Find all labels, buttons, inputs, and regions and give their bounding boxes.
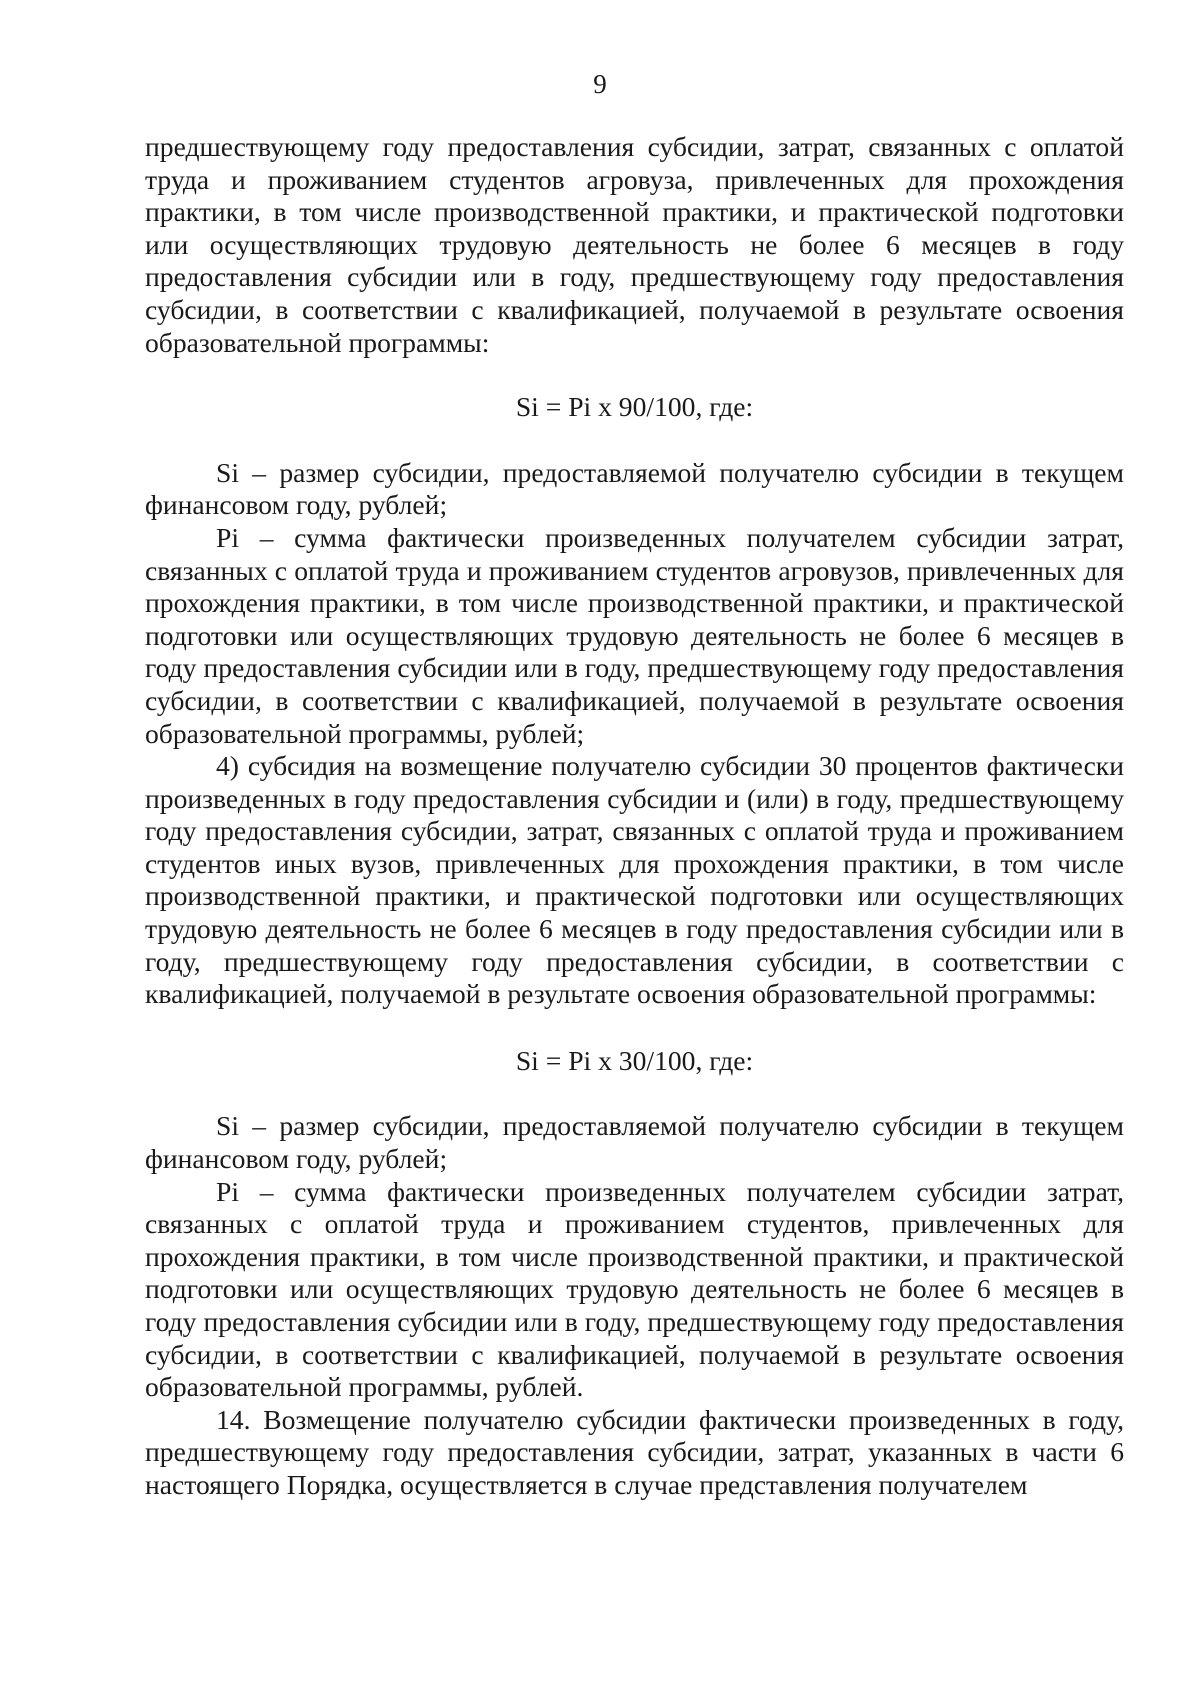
formula-30: Si = Pi x 30/100, где:: [515, 1044, 754, 1076]
definition-si-2: Si – размер субсидии, предоставляемой получателю субсидии в текущем финансовом году, рублей;: [145, 1110, 1124, 1175]
formula-90: Si = Pi x 90/100, где:: [515, 391, 754, 423]
definition-si-1: Si – размер субсидии, предоставляемой получателю субсидии в текущем финансовом году, рублей;: [145, 456, 1124, 521]
paragraph-continuation: предшествующему году предоставления субсидии, затрат, связанных с оплатой труда и проживанием студентов агровуза, привлеченных для прохождения практики, в том числе производственной практики, и практической подготовки или осуществляющих трудовую деятельность не более 6 месяцев в году предоставления субсидии или в году, предшествующему году предоставления субсидии, в соответствии с квалификацией, получаемой в результате освоения образовательной программы:: [145, 131, 1124, 358]
definition-pi-1: Pi – сумма фактически произведенных получателем субсидии затрат, связанных с оплатой труда и проживанием студентов агровузов, привлеченных для прохождения практики, в том числе производственной практики, и практической подготовки или осуществляющих трудовую деятельность не более 6 месяцев в году предоставления субсидии или в году, предшествующему году предоставления субсидии, в соответствии с квалификацией, получаемой в результате освоения образовательной программы, рублей;: [145, 521, 1124, 749]
paragraph-item-4: 4) субсидия на возмещение получателю субсидии 30 процентов фактически произведенных в году предоставления субсидии и (или) в году, предшествующему году предоставления субсидии, затрат, связанных с оплатой труда и проживанием студентов иных вузов, привлеченных для прохождения практики, в том числе производственной практики, и практической подготовки или осуществляющих трудовую деятельность не более 6 месяцев в году предоставления субсидии или в году, предшествующему году предоставления субсидии, в соответствии с квалификацией, получаемой в результате освоения образовательной программы:: [145, 750, 1124, 1010]
document-body: [145, 131, 1124, 1502]
paragraph-section-14: 14. Возмещение получателю субсидии фактически произведенных в году, предшествующему году предоставления субсидии, затрат, указанных в части 6 настоящего Порядка, осуществляется в случае представления получателем: [145, 1403, 1124, 1500]
definition-pi-2: Pi – сумма фактически произведенных получателем субсидии затрат, связанных с оплатой труда и проживанием студентов, привлеченных для прохождения практики, в том числе производственной практики, и практической подготовки или осуществляющих трудовую деятельность не более 6 месяцев в году предоставления субсидии или в году, предшествующему году предоставления субсидии, в соответствии с квалификацией, получаемой в результате освоения образовательной программы, рублей.: [145, 1175, 1124, 1403]
page-number: 9: [593, 69, 607, 99]
